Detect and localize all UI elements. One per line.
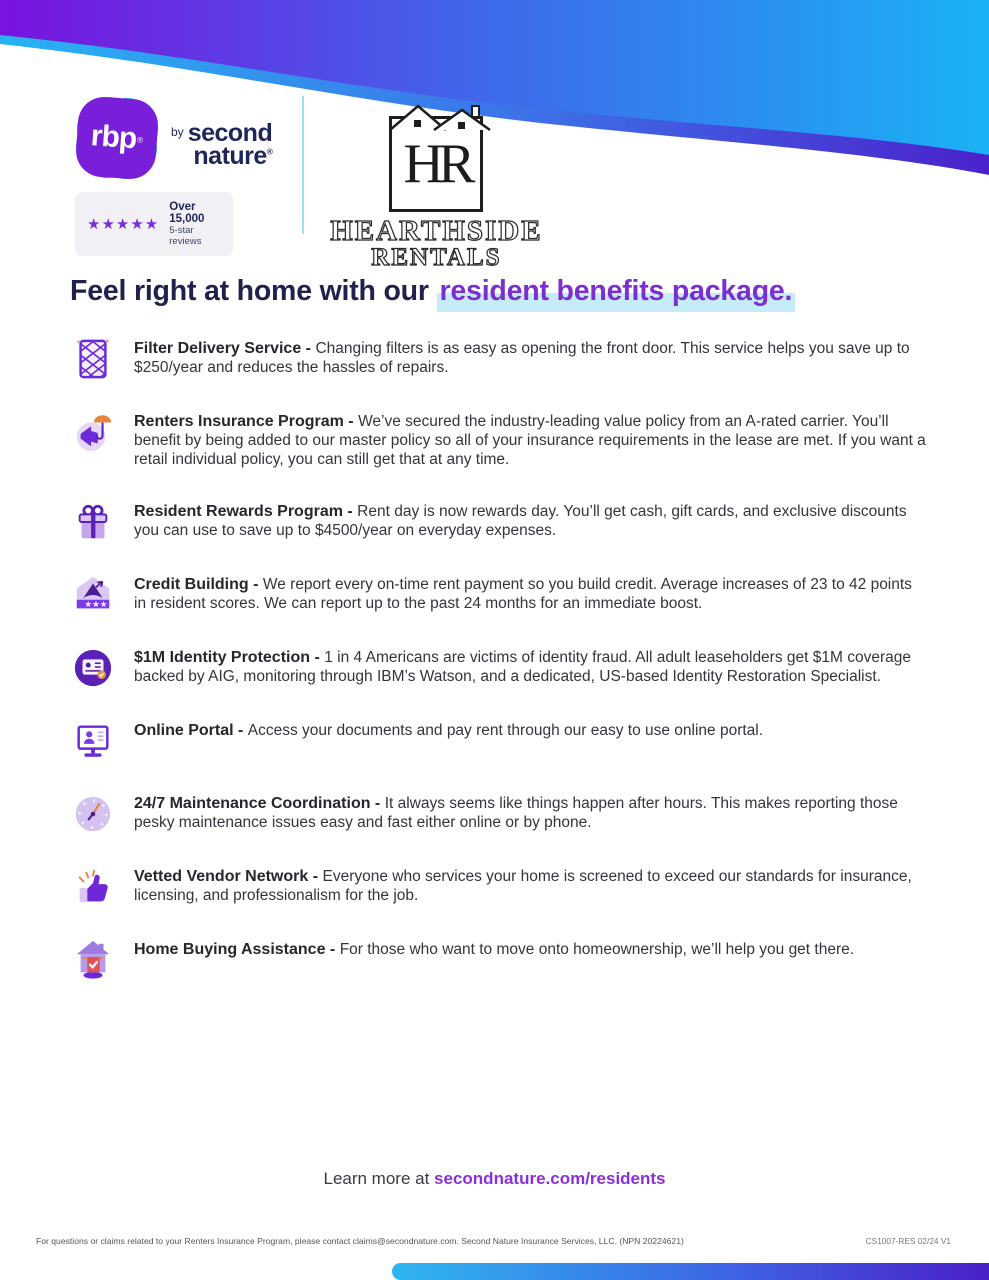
benefit-title: 24/7 Maintenance Coordination — [134, 794, 371, 812]
brand-line1: second — [187, 119, 273, 147]
benefit-separator: - — [370, 794, 385, 812]
benefit-text — [134, 647, 927, 687]
benefit-description: Changing filters is as easy as opening the front door. This service helps you save up to $250/year and reduces the hassles of repairs. — [134, 340, 910, 376]
reviews-label: 5-star reviews — [169, 225, 202, 247]
clock-icon — [72, 793, 114, 835]
bottom-gradient-strip — [392, 1263, 989, 1280]
svg-text:★★★: ★★★ — [84, 598, 108, 609]
reviews-badge — [75, 192, 233, 256]
benefit-text — [134, 866, 927, 906]
benefit-item-resident-rewards — [72, 501, 927, 543]
benefit-text — [134, 338, 927, 378]
brand-line2: nature — [193, 142, 267, 170]
thumbs-up-icon — [72, 866, 114, 908]
benefit-description: Rent day is now rewards day. You’ll get cash, gift cards, and exclusive discounts you can use to save up to $4500/year on everyday expenses. — [134, 502, 907, 539]
benefit-description: Everyone who services your home is screened to exceed our standards for insurance, licensing, and professionalism for the job. — [134, 867, 912, 904]
benefit-title: Home Buying Assistance — [134, 940, 326, 958]
five-stars-icon: ★★★★★ — [87, 216, 160, 233]
benefit-item-credit-building — [72, 574, 927, 616]
benefit-separator: - — [233, 721, 248, 739]
benefit-item-home-buying — [72, 939, 927, 981]
partner-name-line2: RENTALS — [371, 243, 502, 271]
reviews-count: Over 15,000 — [169, 201, 205, 225]
benefit-item-online-portal — [72, 720, 927, 762]
benefit-description: We report every on-time rent payment so you build credit. Average increases of 23 to 42 points in resident scores. We can report up to the past 24 months for an immediate boost. — [134, 575, 912, 612]
partner-name-line1: HEARTHSIDE — [330, 215, 543, 247]
benefit-description: 1 in 4 Americans are victims of identity fraud. All adult leaseholders get $1M coverage backed by AIG, monitoring through IBM’s Watson, and a dedicated, US-based Identity Restoration Specialist. — [134, 648, 911, 685]
home-check-icon — [72, 939, 114, 981]
benefit-item-filter-delivery — [72, 338, 927, 380]
benefit-separator: - — [301, 340, 316, 357]
benefit-description: For those who want to move onto homeownership, we’ll help you get there. — [339, 940, 855, 958]
second-nature-wordmark — [171, 108, 272, 168]
benefit-item-renters-insurance — [72, 411, 927, 470]
benefit-separator: - — [248, 575, 263, 593]
logo-divider — [302, 96, 304, 234]
benefit-item-identity-protection — [72, 647, 927, 689]
filter-icon — [72, 338, 114, 380]
rbp-logo-text: rbp — [89, 119, 138, 156]
benefit-separator: - — [308, 867, 323, 885]
benefit-item-vendor-network — [72, 866, 927, 908]
benefit-title: Filter Delivery Service — [134, 340, 302, 357]
by-label: by — [171, 125, 184, 139]
headline-highlight: resident benefits package. — [437, 275, 796, 312]
benefit-separator: - — [310, 648, 325, 666]
header — [75, 96, 543, 269]
benefit-text — [134, 793, 927, 833]
benefit-title: $1M Identity Protection — [134, 648, 311, 666]
benefits-list — [72, 338, 927, 981]
headline-prefix: Feel right at home with our — [70, 275, 437, 307]
document-code: CS1007-RES 02/24 V1 — [865, 1236, 951, 1246]
rooftops-icon — [384, 98, 496, 132]
monitor-icon — [72, 720, 114, 762]
rbp-trademark: ® — [136, 134, 144, 145]
learn-more-link[interactable]: secondnature.com/residents — [434, 1169, 666, 1188]
benefit-text — [134, 720, 763, 741]
benefit-item-maintenance — [72, 793, 927, 835]
benefit-separator: - — [325, 940, 340, 958]
benefit-title: Credit Building — [134, 575, 249, 593]
benefit-title: Resident Rewards Program — [134, 502, 343, 520]
insurance-disclaimer: For questions or claims related to your Renters Insurance Program, please contact claims@secondnature.com. Second Nature Insurance Services, LLC. (NPN 20224621) — [36, 1236, 684, 1246]
hearthside-rentals-logo — [330, 98, 542, 269]
benefit-text — [134, 939, 854, 960]
benefit-description: Access your documents and pay rent through our easy to use online portal. — [247, 721, 764, 739]
id-card-icon — [72, 647, 114, 689]
benefit-description: It always seems like things happen after hours. This makes reporting those pesky maintenance issues easy and fast either online or by phone. — [134, 794, 898, 831]
learn-more-line — [0, 1169, 989, 1189]
umbrella-icon — [72, 411, 114, 453]
benefit-separator: - — [343, 413, 359, 430]
rbp-logo — [75, 96, 159, 180]
benefit-text — [134, 574, 927, 614]
benefit-description: We’ve secured the industry-leading value policy from an A-rated carrier. You’ll benefit by being added to our master policy so all of your insurance requirements in the lease are met. If you want a retail individual policy, you can still get that at any time. — [134, 413, 926, 468]
brand-trademark: ® — [266, 147, 273, 157]
benefit-separator: - — [342, 502, 358, 520]
benefit-title: Renters Insurance Program — [134, 413, 344, 430]
learn-more-prefix: Learn more at — [323, 1169, 435, 1188]
benefit-title: Vetted Vendor Network — [134, 867, 309, 885]
credit-badge-icon — [72, 574, 114, 616]
gift-icon — [72, 501, 114, 543]
benefit-title: Online Portal — [134, 721, 234, 739]
hr-monogram: HR — [403, 133, 470, 195]
benefit-text — [134, 501, 927, 541]
benefit-text — [134, 411, 927, 470]
page-title — [70, 275, 950, 308]
